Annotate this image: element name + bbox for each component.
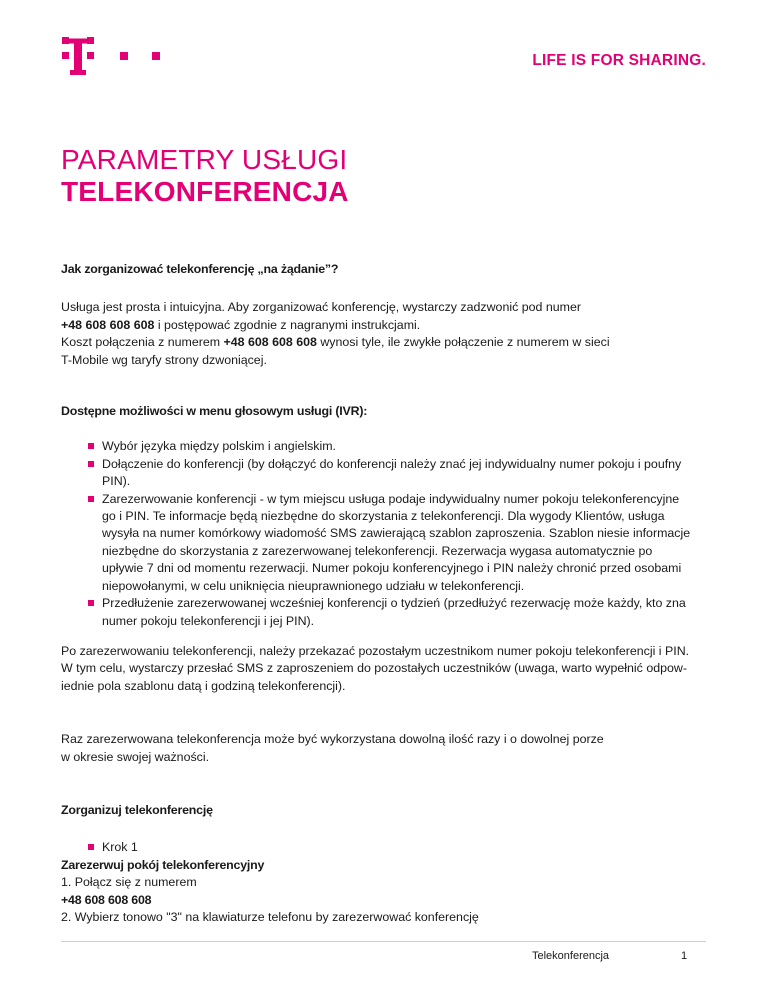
section-heading-ivr: Dostępne możliwości w menu głosowym usługi (IVR): [61,404,368,419]
intro-text: Usługa jest prosta i intuicyjna. Aby zorganizować konferencję, wystarczy zadzwonić pod numer [61,300,581,315]
paragraph-after-reservation [61,643,711,695]
footer-label: Telekonferencja [532,950,610,962]
list-item-text: niepowołanymi, w celu uniknięcia nieuprawnionego udziału w telekonferencji. [102,578,525,593]
step-label [61,839,711,856]
brand-tagline: LIFE IS FOR SHARING. [532,52,706,69]
step-label-text: Krok 1 [102,840,138,855]
section-heading-organize: Zorganizuj telekonferencję [61,802,213,817]
phone-number: +48 608 608 608 [61,892,152,907]
list-item [88,456,711,491]
list-item [88,438,711,455]
bullet-icon [88,461,94,467]
cost-text: Koszt połączenia z numerem [61,335,224,350]
bullet-icon [88,496,94,502]
bullet-icon [88,443,94,449]
page-title-line2: TELEKONFERENCJA [61,176,349,207]
list-item-text: numer pokoju telekonferencji i jej PIN). [102,613,315,628]
list-item-text: Przedłużenie zarezerwowanej wcześniej konferencji o tydzień (przedłużyć rezerwację może każdy, kto zna [102,596,686,611]
phone-number: +48 608 608 608 [61,317,155,332]
bullet-icon [88,600,94,606]
list-item-text: niezbędne do skorzystania z zarezerwowanej telekonferencji. Rezerwacja wygasa automatycznie po [102,543,653,558]
page-number: 1 [681,950,688,962]
paragraph-validity-note [61,731,711,766]
page-title-line1: PARAMETRY USŁUGI [61,144,348,175]
step-title: Zarezerwuj pokój telekonferencyjny [61,857,265,872]
list-item [88,595,711,630]
list-item-text: Wybór języka między polskim i angielskim. [102,439,337,454]
t-mobile-logo-icon [62,37,162,75]
paragraph-line: iednie pola szablonu datą i godziną telekonferencji). [61,678,346,693]
list-item-text: wysyła na numer komórkowy wiadomość SMS zawierającą szablon zaproszenia. Szablon niesie informacje [102,526,691,541]
list-item-text: PIN). [102,474,131,489]
ivr-options-list [61,438,711,629]
step-instruction-1: 1. Połącz się z numerem [61,875,197,890]
list-item-text: upływie 7 dni od momentu rezerwacji. Numer pokoju konferencyjnego i PIN należy chronić przed osobami [102,561,682,576]
cost-text-after: wynosi tyle, ile zwykłe połączenie z numerem w sieci [316,335,610,350]
footer-divider [61,941,706,942]
list-item-text: Dołączenie do konferencji (by dołączyć do konferencji należy znać jej indywidualny numer pokoju i poufny [102,456,682,471]
cost-text-line2: T-Mobile wg taryfy strony dzwoniącej. [61,352,267,367]
paragraph-intro [61,299,711,369]
intro-text-after: i postępować zgodnie z nagranymi instrukcjami. [154,317,421,332]
phone-number: +48 608 608 608 [223,335,317,350]
document-body [61,261,711,926]
paragraph-line: Po zarezerwowaniu telekonferencji, należy przekazać pozostałym uczestnikom numer pokoju telekonferencji i PIN. [61,643,690,658]
list-item-text: go i PIN. Te informacje będą niezbędne do skorzystania z telekonferencji. Dla wygody Klientów, usługa [102,509,665,524]
paragraph-line: w okresie swojej ważności. [61,749,210,764]
bullet-icon [88,844,94,850]
step-instruction-2: 2. Wybierz tonowo "3" na klawiaturze telefonu by zarezerwować konferencję [61,909,479,924]
list-item-text: Zarezerwowanie konferencji - w tym miejscu usługa podaje indywidualny numer pokoju telekonferencyjne [102,491,680,506]
section-heading-how-to: Jak zorganizować telekonferencję „na żądanie”? [61,262,339,276]
list-item [88,491,711,595]
paragraph-line: Raz zarezerwowana telekonferencja może być wykorzystana dowolną ilość razy i o dowolnej porze [61,732,604,747]
paragraph-line: W tym celu, wystarczy przesłać SMS z zaproszeniem do pozostałych uczestników (uwaga, warto wypełnić odpow- [61,661,687,676]
